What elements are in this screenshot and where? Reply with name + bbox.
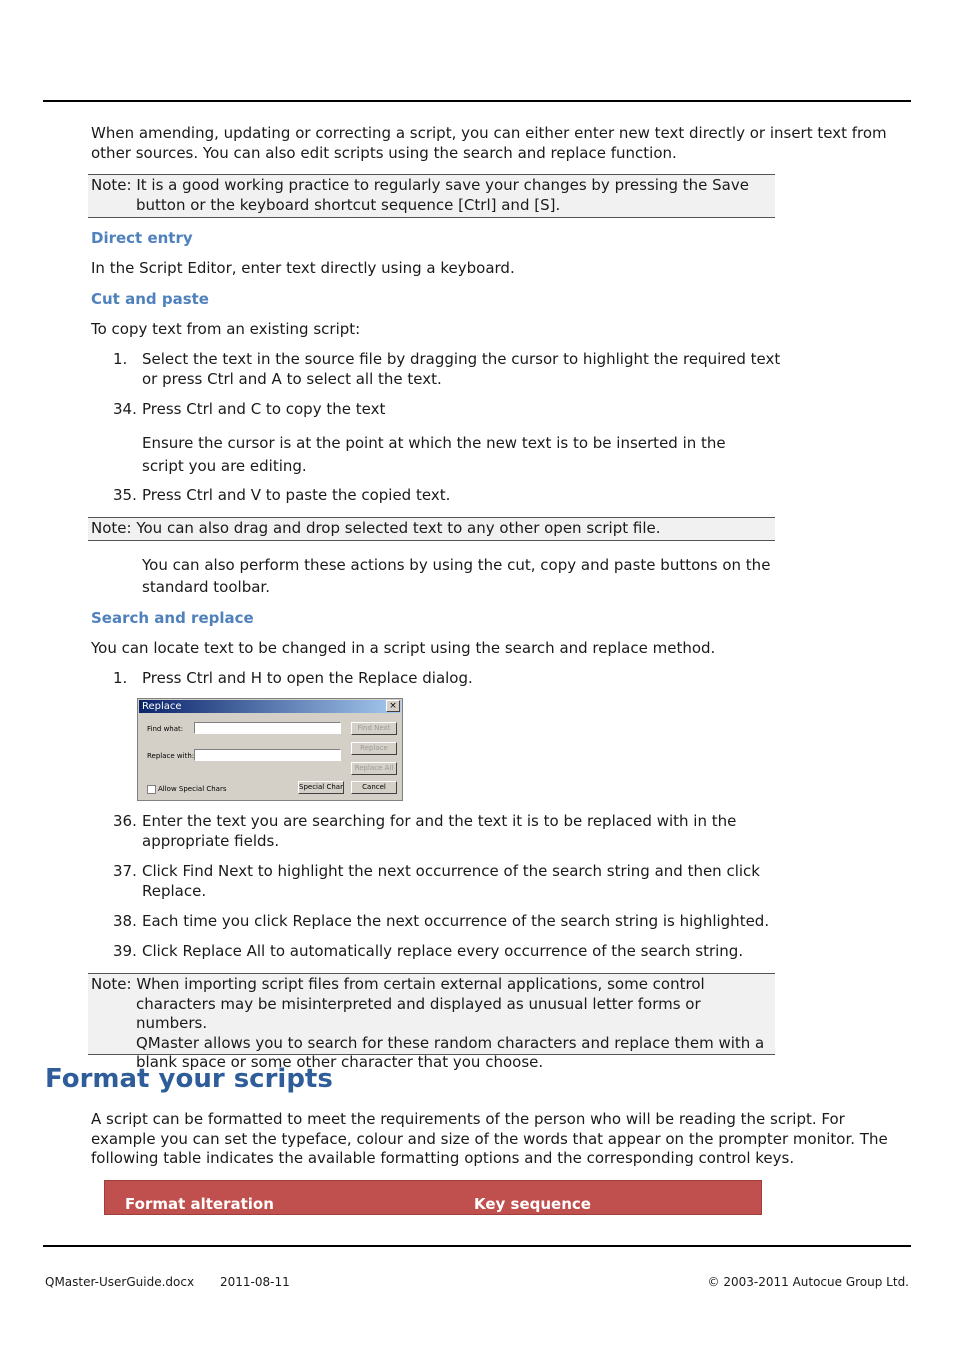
allow-special-checkbox — [147, 785, 156, 794]
note-control-label: Note: — [91, 975, 132, 993]
close-icon: × — [386, 700, 400, 712]
replace-all-button: Replace All — [351, 762, 397, 775]
list-number: 1. — [113, 350, 128, 368]
replace-dialog-image — [137, 698, 403, 801]
column-header-format: Format alteration — [125, 1195, 274, 1213]
cut-paste-intro: To copy text from an existing script: — [91, 320, 361, 338]
list-number: 38. — [113, 912, 137, 930]
allow-special-label: Allow Special Chars — [158, 785, 227, 793]
note-save-line1: It is a good working practice to regularly save your changes by pressing the Save — [136, 176, 749, 194]
list-number: 1. — [113, 669, 128, 687]
list-text: Press Ctrl and H to open the Replace dialog. — [142, 669, 473, 687]
direct-entry-text: In the Script Editor, enter text directly using a keyboard. — [91, 259, 515, 277]
list-item — [113, 350, 783, 389]
intro-paragraph: When amending, updating or correcting a script, you can either enter new text directly or insert text from other sources. You can also edit scripts using the search and replace function. — [91, 124, 887, 162]
note-control-chars — [88, 973, 775, 1071]
list-item — [113, 912, 783, 932]
replace-with-label: Replace with: — [147, 752, 195, 760]
heading-cut-paste: Cut and paste — [91, 290, 209, 308]
list-item — [113, 862, 783, 901]
note-control-line3: QMaster allows you to search for these random characters and replace them with a — [136, 1033, 765, 1052]
list-number: 35. — [113, 486, 137, 504]
find-what-field — [194, 722, 341, 734]
replace-button: Replace — [351, 742, 397, 755]
list-text: Enter the text you are searching for and the text it is to be replaced with in the appropriate fields. — [142, 812, 737, 850]
list-number: 37. — [113, 862, 137, 880]
column-header-key: Key sequence — [474, 1195, 591, 1213]
list-number: 36. — [113, 812, 137, 830]
footer-copyright: © 2003-2011 Autocue Group Ltd. — [707, 1275, 909, 1289]
list-text: Press Ctrl and C to copy the text — [142, 400, 386, 418]
heading-direct-entry: Direct entry — [91, 229, 193, 247]
special-char-button: Special Char — [298, 781, 344, 794]
note-control-line1: When importing script files from certain external applications, some control — [136, 975, 705, 993]
cursor-paragraph: Ensure the cursor is at the point at which the new text is to be inserted in the script you are editing. — [142, 434, 726, 475]
list-item — [113, 486, 783, 506]
list-item — [113, 400, 783, 420]
list-text: Click Find Next to highlight the next occurrence of the search string and then click Replace. — [142, 862, 760, 900]
search-replace-intro: You can locate text to be changed in a script using the search and replace method. — [91, 639, 716, 657]
find-what-label: Find what: — [147, 725, 184, 733]
list-text: Press Ctrl and V to paste the copied text. — [142, 486, 451, 504]
note-drag-drop — [88, 517, 775, 541]
note-drag-drop-text: Note: You can also drag and drop selected text to any other open script file. — [91, 519, 661, 537]
format-table-header — [104, 1180, 762, 1215]
list-text: Click Replace All to automatically replace every occurrence of the search string. — [142, 942, 744, 960]
note-save-line2: button or the keyboard shortcut sequence [Ctrl] and [S]. — [136, 195, 561, 214]
list-text: Each time you click Replace the next occurrence of the search string is highlighted. — [142, 912, 770, 930]
replace-with-field — [194, 749, 341, 761]
heading-search-replace: Search and replace — [91, 609, 254, 627]
footer-filename: QMaster-UserGuide.docx — [45, 1275, 195, 1289]
footer-rule — [43, 1245, 911, 1247]
list-item — [113, 942, 783, 962]
note-save — [88, 174, 775, 218]
list-item — [113, 669, 783, 689]
find-next-button: Find Next — [351, 722, 397, 735]
dialog-title: Replace — [139, 700, 401, 713]
list-item — [113, 812, 783, 851]
cancel-button: Cancel — [351, 781, 397, 794]
footer-date: 2011-08-11 — [220, 1275, 290, 1289]
note-save-label: Note: — [91, 176, 132, 194]
heading-format-scripts: Format your scripts — [45, 1064, 333, 1094]
header-rule — [43, 100, 911, 102]
list-number: 39. — [113, 942, 137, 960]
format-paragraph: A script can be formatted to meet the requirements of the person who will be reading the script. For example you can set the typeface, colour and size of the words that appear on the prompter monitor. The following table indicates the available formatting options and the corresponding control keys. — [91, 1110, 888, 1167]
list-number: 34. — [113, 400, 137, 418]
toolbar-paragraph: You can also perform these actions by using the cut, copy and paste buttons on the standard toolbar. — [142, 556, 771, 596]
list-text: Select the text in the source file by dragging the cursor to highlight the required text or press Ctrl and A to select all the text. — [142, 350, 781, 388]
note-control-line4: blank space or some other character that you choose. — [136, 1053, 544, 1071]
note-control-line2: characters may be misinterpreted and displayed as unusual letter forms or numbers. — [136, 994, 701, 1032]
